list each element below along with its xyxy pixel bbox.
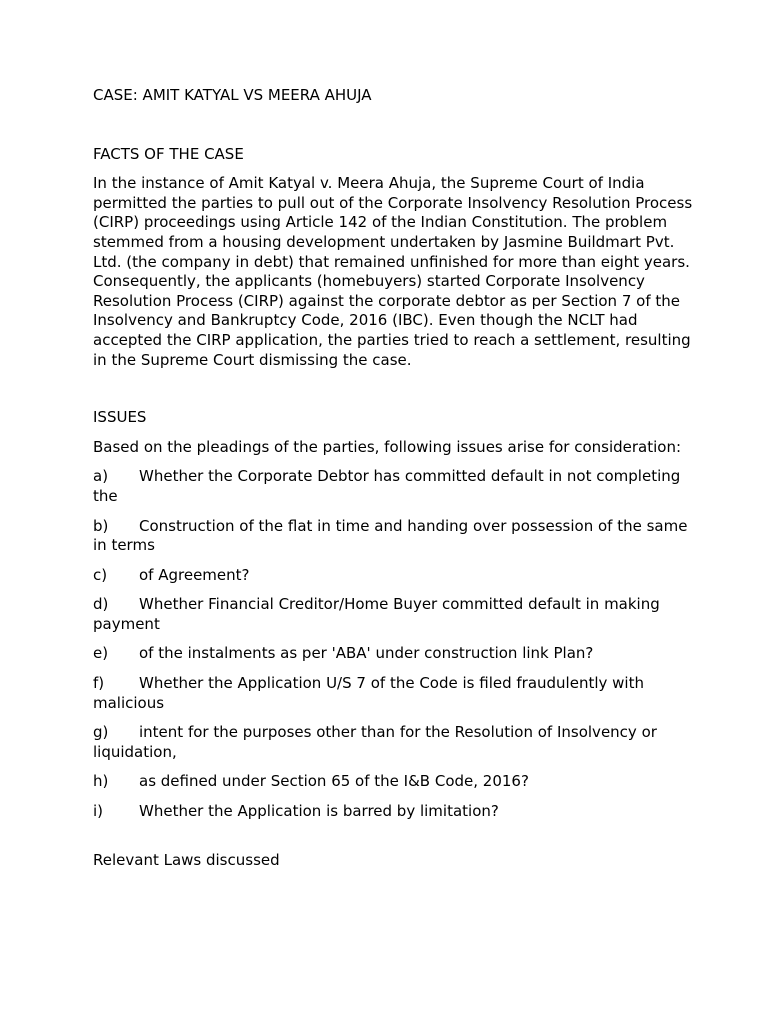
issue-item (93, 595, 693, 634)
facts-heading: FACTS OF THE CASE (93, 144, 244, 163)
facts-paragraph: In the instance of Amit Katyal v. Meera Ahuja, the Supreme Court of India permitted the parties to pull out of the Corporate Insolvency Resolution Process (CIRP) proceedings using Article 142 of the Indian Constitution. The problem stemmed from a housing development undertaken by Jasmine Buildmart Pvt. Ltd. (the company in debt) that remained unfinished for more than eight years. Consequently, the applicants (homebuyers) started Corporate Insolvency Resolution Process (CIRP) against the corporate debtor as per Section 7 of the Insolvency and Bankruptcy Code, 2016 (IBC). Even though the NCLT had accepted the CIRP application, the parties tried to reach a settlement, resulting in the Supreme Court dismissing the case. (93, 174, 693, 369)
document-page (93, 86, 693, 870)
case-title: CASE: AMIT KATYAL VS MEERA AHUJA (93, 86, 372, 104)
issue-marker: h) (93, 772, 109, 791)
issue-item (93, 566, 693, 586)
issues-list (93, 467, 693, 821)
issue-item (93, 723, 693, 762)
issue-item (93, 674, 693, 713)
issue-marker: c) (93, 565, 108, 584)
issue-marker: b) (93, 516, 109, 535)
issue-item (93, 802, 693, 822)
issue-marker: a) (93, 467, 109, 486)
issue-marker: g) (93, 723, 109, 742)
issue-marker: f) (93, 674, 105, 693)
relevant-laws-heading: Relevant Laws discussed (93, 850, 280, 869)
issue-text: as defined under Section 65 of the I&B Code, 2016? (139, 772, 529, 791)
issue-item (93, 517, 693, 556)
issue-text: Whether the Application U/S 7 of the Code is filed fraudulently with malicious (93, 674, 644, 712)
issue-item (93, 772, 693, 792)
issue-text: Whether Financial Creditor/Home Buyer committed default in making payment (93, 595, 660, 633)
issue-text: of Agreement? (139, 565, 250, 584)
issue-item (93, 644, 693, 664)
issues-heading: ISSUES (93, 408, 147, 427)
issue-text: of the instalments as per 'ABA' under construction link Plan? (139, 644, 594, 663)
issue-text: intent for the purposes other than for the Resolution of Insolvency or liquidation, (93, 723, 657, 761)
issue-text: Whether the Corporate Debtor has committed default in not completing the (93, 467, 681, 505)
issue-marker: d) (93, 595, 109, 614)
issue-text: Whether the Application is barred by limitation? (139, 802, 499, 821)
issue-marker: i) (93, 802, 104, 821)
issues-intro: Based on the pleadings of the parties, following issues arise for consideration: (93, 437, 682, 456)
issue-item (93, 467, 693, 506)
issue-text: Construction of the flat in time and handing over possession of the same in terms (93, 516, 688, 555)
issue-marker: e) (93, 644, 109, 663)
